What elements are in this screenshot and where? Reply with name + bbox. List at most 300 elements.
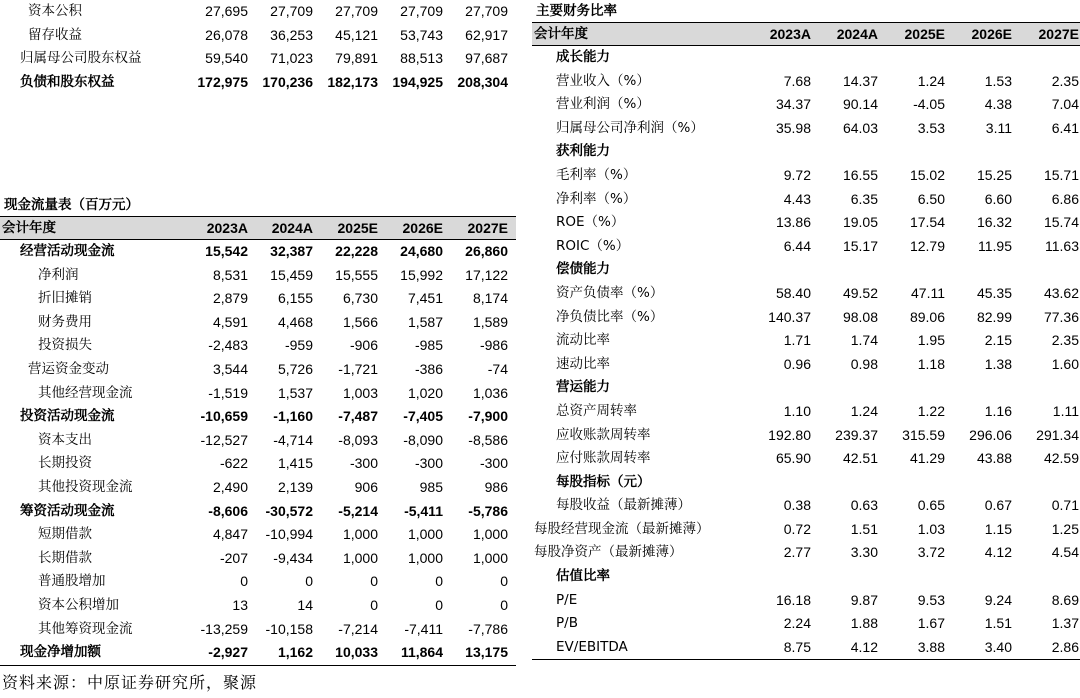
ratios-table [532,0,1080,660]
cell-value: 13 [232,596,248,613]
cell-value: 9.72 [783,166,811,183]
cell-value: 2.35 [1051,332,1079,349]
table-row [0,358,516,382]
cell-value: 27,709 [465,3,508,19]
table-row [532,400,1080,424]
cell-value: 140.37 [768,308,811,325]
cell-value: -8,586 [468,431,508,448]
table-row [532,447,1080,471]
table-row [532,589,1080,613]
cell-value: 1.51 [850,520,878,537]
cell-value: 8,174 [472,290,508,307]
cashflow-year-4: 2026E [402,220,443,236]
cell-value: 15,459 [270,266,313,283]
source-note: 资料来源：中原证券研究所，聚源 [2,673,258,692]
table-row [0,24,516,48]
cell-value: 4.38 [984,96,1012,113]
table-row [0,570,516,594]
table-row [532,353,1080,377]
cell-value: 4,591 [212,313,248,330]
section-heading: 营运能力 [556,379,610,396]
cell-value: 45,121 [335,26,378,43]
cashflow-title: 现金流量表（百万元） [4,197,139,213]
cell-value: 0.38 [783,497,811,514]
cell-value: 4.43 [783,190,811,207]
cell-value: 0.65 [917,497,945,514]
cell-value: -906 [349,337,378,354]
table-row [532,140,1080,164]
table-row [0,264,516,288]
cell-value: 985 [419,478,443,495]
row-label: 每股经营现金流（最新摊薄） [534,520,710,537]
cell-value: -386 [414,360,443,377]
cell-value: 15,542 [205,243,248,259]
cell-value: 1,000 [342,549,378,566]
table-row [0,429,516,453]
cell-value: 1,566 [342,313,378,330]
cell-value: 10,033 [335,644,378,661]
cell-value: 7.68 [783,72,811,89]
cell-value: 2.77 [783,544,811,561]
row-label: 归属母公司股东权益 [20,50,142,67]
cell-value: 3.11 [985,119,1012,136]
cell-value: 41.29 [909,450,945,467]
row-label: 每股净资产（最新摊薄） [534,544,683,561]
table-row [532,636,1080,661]
cell-value: 11.95 [978,237,1012,254]
cell-value: 15,992 [400,266,443,283]
table-row [0,452,516,476]
row-label: 投资活动现金流 [20,408,115,425]
cell-value: -207 [219,549,248,566]
row-label: 资本公积 [28,3,82,19]
cell-value: 1.24 [850,402,878,419]
cell-value: 7,451 [407,290,443,307]
cell-value: 4.12 [850,638,878,655]
cell-value: 1.16 [984,402,1012,419]
cell-value: 315.59 [902,426,945,443]
cell-value: 8.75 [783,638,811,655]
cell-value: 0 [305,573,313,590]
cell-value: 1.53 [984,72,1012,89]
cell-value: 16.18 [775,591,811,608]
cell-value: 65.90 [775,450,811,467]
cell-value: 8,531 [212,266,248,283]
cell-value: 3.88 [917,638,945,655]
cell-value: -10,659 [200,408,248,425]
ratios-header-label: 会计年度 [534,26,588,42]
table-row [0,71,516,95]
cell-value: -2,927 [208,644,248,661]
ratios-year-2: 2024A [836,26,878,42]
cell-value: 1.25 [1051,520,1079,537]
row-label: 归属母公司净利润（%） [556,119,704,136]
cell-value: 7.04 [1051,96,1079,113]
cell-value: 27,695 [205,3,248,19]
table-row [532,329,1080,353]
cell-value: 15.25 [976,166,1012,183]
row-label: 财务费用 [38,313,92,330]
row-label: 流动比率 [556,332,610,349]
cell-value: -4,714 [273,431,313,448]
cell-value: 27,709 [400,3,443,19]
cell-value: 0 [370,573,378,590]
cell-value: 1.10 [783,402,811,419]
cell-value: -300 [479,455,508,472]
cell-value: 71,023 [270,50,313,67]
cell-value: 27,709 [335,3,378,19]
cell-value: 1,162 [277,644,313,661]
cell-value: 13.86 [775,214,811,231]
cell-value: 14.37 [842,72,878,89]
row-label: EV/EBITDA [556,638,628,655]
row-label: 负债和股东权益 [20,73,115,90]
row-label: 现金净增加额 [20,644,101,661]
cell-value: 208,304 [457,73,508,90]
cell-value: 27,709 [270,3,313,19]
cell-value: 82.99 [976,308,1012,325]
cell-value: 986 [484,478,508,495]
table-row [532,612,1080,636]
cell-value: 43.88 [976,450,1012,467]
cell-value: 1,587 [407,313,443,330]
table-row [532,70,1080,94]
cell-value: 4,468 [277,313,313,330]
table-row [0,476,516,500]
cell-value: 62,917 [465,26,508,43]
table-row [0,405,516,429]
table-row [532,424,1080,448]
row-label: 资本公积增加 [38,596,119,613]
cell-value: 4.54 [1051,544,1079,561]
row-label: 应付账款周转率 [556,450,651,467]
cell-value: 26,860 [465,243,508,259]
cell-value: 1,003 [342,384,378,401]
cell-value: 6.41 [1051,119,1079,136]
cell-value: 4.12 [984,544,1012,561]
row-label: 长期投资 [38,455,92,472]
cell-value: 194,925 [392,73,443,90]
ratios-year-3: 2025E [904,26,945,42]
cell-value: 32,387 [270,243,313,259]
cell-value: 36,253 [270,26,313,43]
table-row [532,164,1080,188]
cell-value: -8,606 [208,502,248,519]
cell-value: 98.08 [842,308,878,325]
cell-value: 16.55 [842,166,878,183]
row-label: 折旧摊销 [38,290,92,307]
cell-value: -1,721 [338,360,378,377]
cashflow-table [0,194,516,666]
row-label: 营业利润（%） [556,96,650,113]
cell-value: -2,483 [208,337,248,354]
cell-value: -1,160 [273,408,313,425]
cell-value: 6.50 [917,190,945,207]
cell-value: -300 [349,455,378,472]
cashflow-year-3: 2025E [337,220,378,236]
ratios-year-4: 2026E [971,26,1012,42]
row-label: 长期借款 [38,549,92,566]
row-label: 营业收入（%） [556,72,650,89]
row-label: 投资损失 [38,337,92,354]
cell-value: 2,490 [212,478,248,495]
cell-value: 3.72 [917,544,945,561]
cell-value: 1.24 [917,72,945,89]
cell-value: 12.79 [909,237,945,254]
cell-value: 0.72 [783,520,811,537]
section-heading: 成长能力 [556,49,610,65]
table-row [532,93,1080,117]
cell-value: 1.60 [1051,355,1079,372]
table-row [0,594,516,618]
cell-value: 42.51 [842,450,878,467]
cell-value: -300 [414,455,443,472]
cell-value: -8,093 [338,431,378,448]
cell-value: 4,847 [212,526,248,543]
cell-value: -7,786 [468,620,508,637]
cell-value: 1.11 [1052,402,1079,419]
cell-value: -74 [487,360,508,377]
cell-value: -7,900 [468,408,508,425]
cell-value: 16.32 [976,214,1012,231]
cell-value: 49.52 [842,284,878,301]
cell-value: -7,214 [338,620,378,637]
cashflow-year-1: 2023A [206,220,248,236]
cell-value: 1,020 [407,384,443,401]
table-row [532,188,1080,212]
cell-value: 15.17 [842,237,878,254]
cell-value: 182,173 [327,73,378,90]
table-row [0,641,516,666]
cell-value: 79,891 [335,50,378,67]
cell-value: -986 [479,337,508,354]
cell-value: 6.35 [850,190,878,207]
row-label: 短期借款 [38,526,92,543]
row-label: 资产负债率（%） [556,284,664,301]
cell-value: -13,259 [200,620,248,637]
cell-value: 1.15 [984,520,1012,537]
table-row [0,287,516,311]
table-row [532,494,1080,518]
section-heading: 获利能力 [556,143,610,160]
cell-value: 0 [240,573,248,590]
cashflow-rows [0,240,516,666]
cell-value: 0.63 [850,497,878,514]
row-label: 普通股增加 [38,573,106,590]
table-row [532,565,1080,589]
cell-value: 9.87 [850,591,878,608]
row-label: 每股收益（最新摊薄） [556,497,691,514]
cell-value: -8,090 [403,431,443,448]
row-label: 毛利率（%） [556,166,637,183]
cell-value: 1,000 [407,526,443,543]
cell-value: 0.71 [1051,497,1079,514]
table-row [0,311,516,335]
cell-value: 59,540 [205,50,248,67]
cashflow-year-5: 2027E [467,220,508,236]
cell-value: -5,786 [468,502,508,519]
cell-value: 6,730 [342,290,378,307]
cell-value: -5,411 [404,502,443,519]
row-label: 净负债比率（%） [556,308,664,325]
cell-value: 0 [435,596,443,613]
row-label: 其他筹资现金流 [38,620,133,637]
table-row [532,211,1080,235]
cell-value: 15.74 [1043,214,1079,231]
cell-value: 97,687 [465,50,508,67]
cell-value: 6.44 [783,237,811,254]
cell-value: 0 [500,573,508,590]
cell-value: 0.67 [984,497,1012,514]
ratios-title: 主要财务比率 [536,3,617,19]
cell-value: 88,513 [400,50,443,67]
cell-value: 1,589 [472,313,508,330]
table-row [0,618,516,642]
cell-value: -7,411 [404,620,443,637]
table-row [532,376,1080,400]
row-label: 其他经营现金流 [38,384,133,401]
row-label: 其他投资现金流 [38,478,133,495]
cell-value: 170,236 [262,73,313,90]
table-row [532,471,1080,495]
row-label: 经营活动现金流 [20,243,115,259]
table-row [532,541,1080,565]
cell-value: 1.03 [917,520,945,537]
cell-value: -7,487 [338,408,378,425]
table-row [0,0,516,24]
table-row [0,500,516,524]
cell-value: 9.53 [917,591,945,608]
cell-value: 1,000 [342,526,378,543]
cell-value: 11,864 [400,644,443,661]
cell-value: 1,036 [472,384,508,401]
cell-value: 1.74 [850,332,878,349]
cell-value: 42.59 [1043,450,1079,467]
table-row [532,518,1080,542]
table-row [532,46,1080,70]
cell-value: 2,139 [277,478,313,495]
cell-value: 17.54 [909,214,945,231]
table-row [532,235,1080,259]
cell-value: 1,537 [277,384,313,401]
cell-value: -30,572 [265,502,313,519]
cell-value: 296.06 [969,426,1012,443]
section-heading: 估值比率 [556,568,610,585]
cell-value: 0 [500,596,508,613]
row-label: 留存收益 [28,26,82,43]
cell-value: 24,680 [400,243,443,259]
cell-value: 15.02 [909,166,945,183]
cell-value: 15,555 [335,266,378,283]
cell-value: 1.88 [850,615,878,632]
cell-value: 6,155 [277,290,313,307]
cell-value: 1.18 [917,355,945,372]
balance-rows [0,0,516,94]
cell-value: 58.40 [775,284,811,301]
cashflow-header [0,216,516,240]
cell-value: -7,405 [403,408,443,425]
cell-value: 0.96 [783,355,811,372]
cell-value: 0 [435,573,443,590]
ratios-rows [532,46,1080,660]
cell-value: 6.86 [1051,190,1079,207]
table-row [0,523,516,547]
cell-value: 906 [354,478,378,495]
table-row [0,334,516,358]
cell-value: 1.38 [984,355,1012,372]
cell-value: 45.35 [976,284,1012,301]
cell-value: 9.24 [984,591,1012,608]
cell-value: 64.03 [842,119,878,136]
cell-value: 1.67 [917,615,945,632]
row-label: ROIC（%） [556,237,630,254]
cell-value: 2.24 [783,615,811,632]
balance-sheet-tail [0,0,516,94]
cell-value: 3.40 [984,638,1012,655]
cell-value: -12,527 [200,431,248,448]
cell-value: 47.11 [911,284,945,301]
cell-value: 17,122 [465,266,508,283]
ratios-year-5: 2027E [1038,26,1079,42]
cell-value: 1,415 [277,455,313,472]
row-label: 筹资活动现金流 [20,502,115,519]
cell-value: 34.37 [775,96,811,113]
row-label: 营运资金变动 [28,360,109,377]
cell-value: 2.86 [1051,638,1079,655]
cell-value: 53,743 [400,26,443,43]
cell-value: 3,544 [212,360,248,377]
cell-value: 1,000 [472,549,508,566]
table-row [532,117,1080,141]
cell-value: 22,228 [335,243,378,259]
ratios-year-1: 2023A [769,26,811,42]
cell-value: -4.05 [913,96,945,113]
cell-value: 11.63 [1045,237,1079,254]
cell-value: 8.69 [1051,591,1079,608]
row-label: P/E [556,591,578,608]
cell-value: 89.06 [909,308,945,325]
cell-value: 1.22 [917,402,945,419]
cell-value: -10,158 [265,620,313,637]
cashflow-year-2: 2024A [271,220,313,236]
table-row [532,258,1080,282]
cell-value: -959 [284,337,313,354]
cell-value: 0 [370,596,378,613]
cell-value: 3.30 [850,544,878,561]
ratios-header [532,22,1080,46]
row-label: 应收账款周转率 [556,426,651,443]
cell-value: 1.71 [783,332,811,349]
row-label: 资本支出 [38,431,92,448]
table-row [0,47,516,71]
row-label: 速动比率 [556,355,610,372]
row-label: 总资产周转率 [556,402,637,419]
cell-value: 0.98 [850,355,878,372]
cell-value: 2,879 [212,290,248,307]
cell-value: 239.37 [835,426,878,443]
cell-value: 19.05 [842,214,878,231]
cell-value: -10,994 [265,526,313,543]
row-label: 净利率（%） [556,190,637,207]
cell-value: 2.15 [984,332,1012,349]
cell-value: 90.14 [842,96,878,113]
cell-value: -1,519 [208,384,248,401]
table-row [532,306,1080,330]
table-row [532,282,1080,306]
cell-value: 43.62 [1043,284,1079,301]
cell-value: 77.36 [1043,308,1079,325]
cell-value: 13,175 [465,644,508,661]
